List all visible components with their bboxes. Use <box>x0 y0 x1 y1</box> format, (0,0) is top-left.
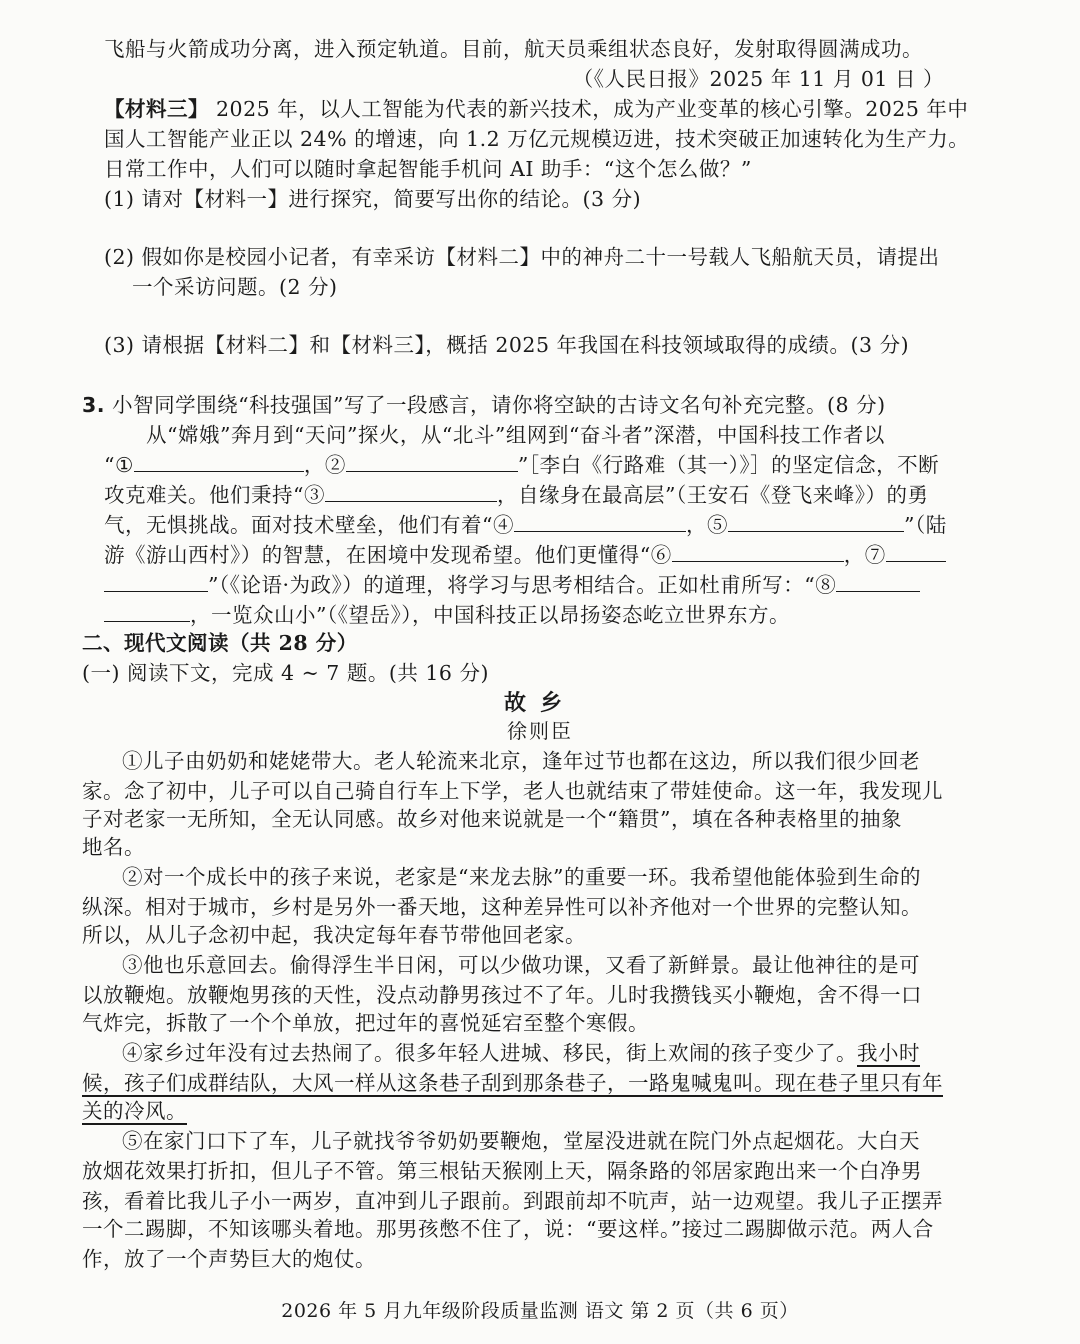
article-para-3-line-1: ③他也乐意回去。偷得浮生半日闲，可以少做功课，又看了新鲜景。最让他神往的是可 <box>122 953 920 977</box>
material-two-last-line: 飞船与火箭成功分离，进入预定轨道。目前，航天员乘组状态良好，发射取得圆满成功。 <box>104 37 923 61</box>
subsection-1-heading: (一) 阅读下文，完成 4 ~ 7 题。(共 16 分) <box>82 661 489 685</box>
article-para-1-line-3: 子对老家一无所知，全无认同感。故乡对他来说就是一个“籍贯”，填在各种表格里的抽象 <box>82 807 902 831</box>
article-para-4-line-1 <box>122 1038 944 1068</box>
page-footer: 2026 年 5 月九年级阶段质量监测 语文 第 2 页（共 6 页） <box>281 1300 799 1322</box>
article-author: 徐则臣 <box>507 719 573 743</box>
question-3-text: 小智同学围绕“科技强国”写了一段感言，请你将空缺的古诗文名句补充完整。(8 分) <box>105 393 886 417</box>
question-3-number: 3. <box>82 393 106 417</box>
blank-4[interactable] <box>514 511 686 532</box>
fill-text: ，自缘身在最高层”（王安石《登飞来峰》）的勇 <box>496 483 929 507</box>
article-para-5-line-5: 作，放了一个声势巨大的炮仗。 <box>82 1247 376 1271</box>
blank-label-7: ，⑦ <box>843 543 886 567</box>
blank-5[interactable] <box>728 511 904 532</box>
blank-label-3: 攻克难关。他们秉持“③ <box>104 483 325 507</box>
article-para-1-line-1: ①儿子由奶奶和姥姥带大。老人轮流来北京，逢年过节也都在这边，所以我们很少回老 <box>122 749 920 773</box>
article-para-2-line-1: ②对一个成长中的孩子来说，老家是“来龙去脉”的重要一环。我希望他能体验到生命的 <box>122 865 921 889</box>
blank-8-part-1[interactable] <box>836 571 920 592</box>
fill-text: ”（陆 <box>903 513 947 537</box>
blank-7-part-2[interactable] <box>104 571 208 592</box>
article-para-1-line-4: 地名。 <box>82 835 145 859</box>
blank-label-1: “① <box>104 453 134 477</box>
question-2-3: (3) 请根据【材料二】和【材料三】，概括 2025 年我国在科技领域取得的成绩。(3 分) <box>104 333 910 357</box>
material-three-line-3: 日常工作中，人们可以随时拿起智能手机问 AI 助手：“这个怎么做？” <box>104 157 752 181</box>
article-para-1-line-2: 家。念了初中，儿子可以自己骑自行车上下学，老人也就结束了带娃使命。这一年，我发现儿 <box>82 779 943 803</box>
fill-paragraph-line-1: 从“嫦娥”奔月到“天问”探火，从“北斗”组网到“奋斗者”深潜，中国科技工作者以 <box>146 423 885 447</box>
fill-text: ，一览众山小”（《望岳》），中国科技正以昂扬姿态屹立世界东方。 <box>190 603 790 627</box>
material-two-source: （《人民日报》2025 年 11 月 01 日 ） <box>572 67 944 91</box>
underlined-sentence: 我小时 <box>857 1041 920 1065</box>
blank-1[interactable] <box>134 451 304 472</box>
article-para-5-line-4: 一个二踢脚，不知该哪头着地。那男孩憋不住了，说：“要这样。”接过二踢脚做示范。两人合 <box>82 1217 934 1241</box>
fill-paragraph-line-2 <box>104 450 944 480</box>
question-2-2-line-2: 一个采访问题。(2 分) <box>132 275 338 299</box>
fill-paragraph-line-5 <box>104 540 944 570</box>
para-4-text: ④家乡过年没有过去热闹了。很多年轻人进城、移民，街上欢闹的孩子变少了。 <box>122 1041 857 1065</box>
article-para-2-line-3: 所以，从儿子念初中起，我决定每年春节带他回老家。 <box>82 923 586 947</box>
blank-6[interactable] <box>672 541 844 562</box>
underlined-sentence-end: 关的冷风。 <box>82 1099 187 1123</box>
blank-label-5: ，⑤ <box>685 513 728 537</box>
section-2-heading: 二、现代文阅读（共 28 分） <box>82 631 358 655</box>
fill-paragraph-line-4 <box>104 510 947 540</box>
article-para-5-line-2: 放烟花效果打折扣，但儿子不管。第三根钻天猴刚上天，隔条路的邻居家跑出来一个白净男 <box>82 1159 922 1183</box>
fill-paragraph-line-3 <box>104 480 944 510</box>
material-three-line-2: 国人工智能产业正以 24% 的增速，向 1.2 万亿元规模迈进，技术突破正加速转化为生产力。 <box>104 127 970 151</box>
article-para-3-line-3: 气炸完，拆散了一个个单放，把过年的喜悦延宕至整个寒假。 <box>82 1011 649 1035</box>
blank-label-2: ，② <box>303 453 346 477</box>
question-2-2-line-1: (2) 假如你是校园小记者，有幸采访【材料二】中的神舟二十一号载人飞船航天员，请提出 <box>104 245 940 269</box>
article-para-5-line-1: ⑤在家门口下了车，儿子就找爷爷奶奶要鞭炮，堂屋没进就在院门外点起烟花。大白天 <box>122 1129 920 1153</box>
blank-3[interactable] <box>325 481 497 502</box>
fill-paragraph-line-6 <box>104 570 944 600</box>
article-para-2-line-2: 纵深。相对于城市，乡村是另外一番天地，这种差异性可以补齐他对一个世界的完整认知。 <box>82 895 922 919</box>
blank-label-4: 气，无惧挑战。面对技术壁垒，他们有着“④ <box>104 513 514 537</box>
article-para-4-line-3 <box>82 1096 944 1126</box>
question-3-heading <box>82 390 944 420</box>
material-three-label: 【材料三】 <box>104 97 209 121</box>
article-para-3-line-2: 以放鞭炮。放鞭炮男孩的天性，没点动静男孩过不了年。儿时我攒钱买小鞭炮，舍不得一口 <box>82 983 922 1007</box>
article-para-5-line-3: 孩，看着比我儿子小一两岁，直冲到儿子跟前。到跟前却不吭声，站一边观望。我儿子正摆弄 <box>82 1189 943 1213</box>
blank-2[interactable] <box>346 451 518 472</box>
article-title: 故乡 <box>503 690 576 716</box>
question-2-1: (1) 请对【材料一】进行探究，简要写出你的结论。(3 分) <box>104 187 642 211</box>
fill-text: ”［李白《行路难（其一）》］的坚定信念，不断 <box>517 453 940 477</box>
blank-label-6: 游《游山西村》）的智慧，在困境中发现希望。他们更懂得“⑥ <box>104 543 672 567</box>
blank-8-part-2[interactable] <box>104 601 190 622</box>
blank-label-8: ”（《论语·为政》）的道理，将学习与思考相结合。正如杜甫所写：“⑧ <box>208 573 837 597</box>
material-three-line-1 <box>104 94 969 124</box>
fill-paragraph-line-7 <box>104 600 944 630</box>
blank-7-part-1[interactable] <box>886 541 946 562</box>
material-three-text: 2025 年，以人工智能为代表的新兴技术，成为产业变革的核心引擎。2025 年中 <box>209 97 969 121</box>
article-para-4-line-2-underlined: 候，孩子们成群结队，大风一样从这条巷子刮到那条巷子，一路鬼喊鬼叫。现在巷子里只有年 <box>82 1071 943 1095</box>
